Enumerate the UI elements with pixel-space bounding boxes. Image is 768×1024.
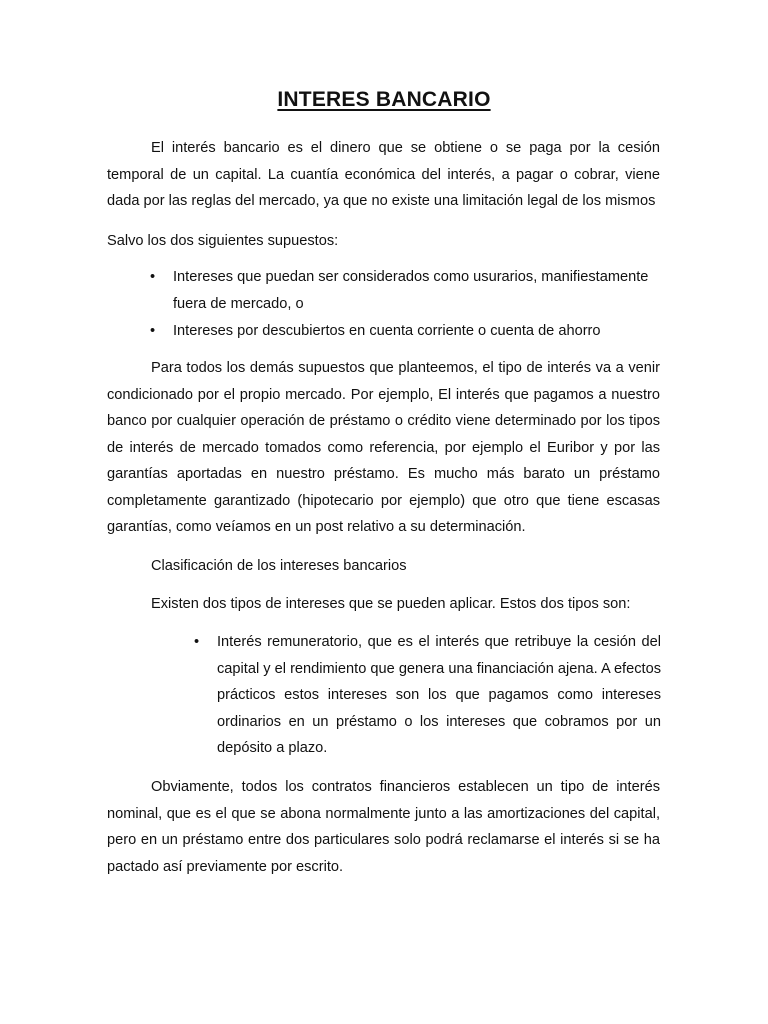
paragraph-exceptions-intro: Salvo los dos siguientes supuestos: (107, 233, 339, 249)
paragraph-classification-heading: Clasificación de los intereses bancarios (151, 558, 407, 574)
bullet-icon: • (150, 323, 156, 339)
paragraph-market-conditions: Para todos los demás supuestos que planteemos, el tipo de interés va a venir condicionado por el propio mercado. Por ejemplo, El interés que pagamos a nuestro banco por cualquier operación de préstamo o crédito viene determinado por los tipos de interés de mercado tomados como referencia, por ejemplo el Euribor y por las garantías aportadas en nuestro préstamo. Es mucho más barato un préstamo completamente garantizado (hipotecario por ejemplo) que otro que tiene escasas garantías, como veíamos en un post relativo a su determinación. (107, 360, 660, 535)
bullet-icon: • (150, 269, 156, 285)
bullet-icon: • (194, 634, 200, 650)
list-item-text: Intereses que puedan ser considerados como usurarios, manifiestamente fuera de mercado, o (173, 269, 649, 312)
list-item-text: Interés remuneratorio, que es el interés que retribuye la cesión del capital y el rendimiento que genera una financiación ajena. A efectos prácticos estos intereses son los que pagamos como intereses ordinarios en un préstamo o los intereses que cobramos por un depósito a plazo. (217, 634, 661, 756)
list-item-text: Intereses por descubiertos en cuenta corriente o cuenta de ahorro (173, 323, 601, 339)
list-item (150, 318, 661, 345)
page-title: INTERES BANCARIO (277, 88, 491, 111)
exceptions-list (150, 264, 661, 346)
list-item (194, 629, 661, 762)
paragraph-types-intro: Existen dos tipos de intereses que se pueden aplicar. Estos dos tipos son: (151, 596, 631, 612)
paragraph-definition: El interés bancario es el dinero que se obtiene o se paga por la cesión temporal de un capital. La cuantía económica del interés, a pagar o cobrar, viene dada por las reglas del mercado, ya que no existe una limitación legal de los mismos (107, 140, 660, 209)
list-item (150, 264, 661, 317)
types-list (194, 629, 661, 763)
paragraph-nominal-interest: Obviamente, todos los contratos financieros establecen un tipo de interés nominal, que es el que se abona normalmente junto a las amortizaciones del capital, pero en un préstamo entre dos particulares solo podrá reclamarse el interés si se ha pactado así previamente por escrito. (107, 779, 660, 875)
